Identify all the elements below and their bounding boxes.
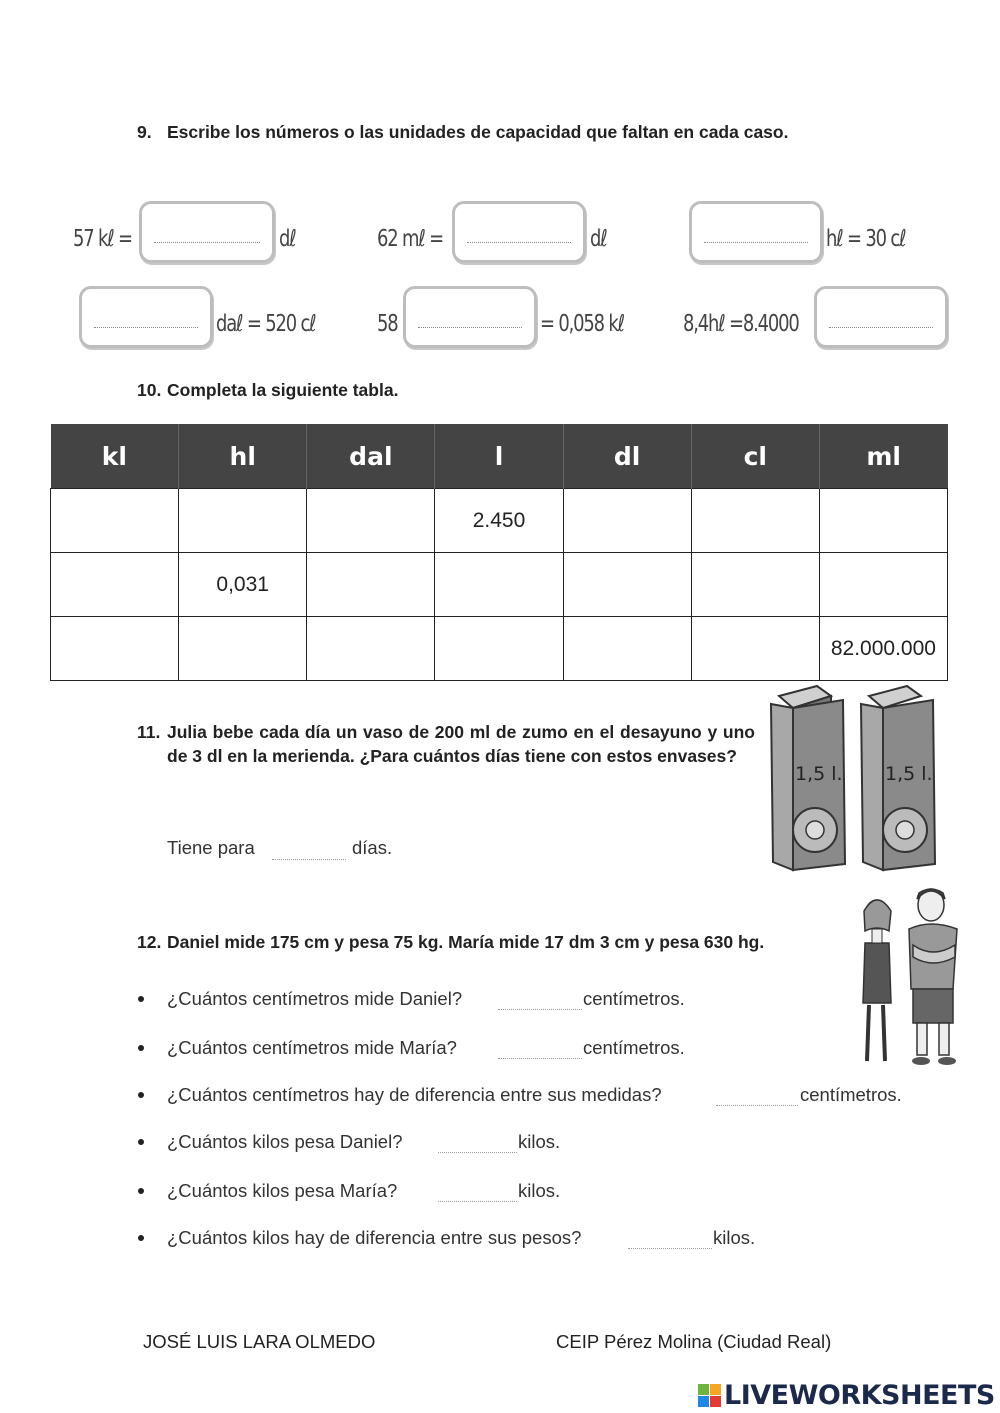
table-cell[interactable]: [435, 617, 563, 681]
q12-unit: centímetros.: [583, 1037, 685, 1058]
q9-r2c2-right: = 0,058 kℓ: [540, 311, 624, 337]
man-figure-icon: [909, 889, 957, 1065]
q10-title: Completa la siguiente tabla.: [167, 380, 399, 400]
table-cell[interactable]: [51, 489, 179, 553]
q11-answer-suffix: días.: [352, 837, 393, 858]
q12-answer-input[interactable]: [438, 1178, 517, 1202]
bullet-icon: [138, 1188, 144, 1194]
q9-r2c2-input[interactable]: [418, 303, 522, 328]
table-cell[interactable]: [435, 553, 563, 617]
q9-number: 9.: [137, 122, 152, 142]
table-cell[interactable]: [691, 489, 819, 553]
q9-r2c1-input[interactable]: [94, 303, 198, 328]
table-cell[interactable]: [819, 489, 947, 553]
q9-r2c3-answer-box[interactable]: [814, 286, 948, 348]
q12-question-text: ¿Cuántos centímetros mide Daniel?: [167, 988, 463, 1009]
q12-unit: kilos.: [518, 1131, 561, 1152]
table-cell[interactable]: [179, 617, 307, 681]
table-cell: 2.450: [435, 489, 563, 553]
units-header-row: [51, 424, 948, 489]
q12-unit: kilos.: [518, 1180, 561, 1201]
q12-question-text: ¿Cuántos centímetros mide María?: [167, 1037, 457, 1058]
q9-r1c1-left: 57 kℓ =: [73, 226, 132, 252]
liveworksheets-mark-icon: [698, 1384, 721, 1407]
carton-label: 1,5 l.: [885, 763, 933, 785]
q12-answer-input[interactable]: [498, 986, 582, 1010]
table-cell[interactable]: [819, 553, 947, 617]
table-cell: 82.000.000: [819, 617, 947, 681]
juice-carton-icon: [771, 686, 845, 870]
table-cell[interactable]: [563, 489, 691, 553]
q9-r1c2-right: dℓ: [590, 226, 607, 252]
bullet-icon: [138, 1235, 144, 1241]
q11-answer-input[interactable]: [272, 836, 346, 860]
q9-r1c1-input[interactable]: [154, 218, 260, 243]
q9-r1c3-right: hℓ = 30 cℓ: [826, 226, 906, 252]
q12-question-text: ¿Cuántos kilos pesa María?: [167, 1180, 398, 1201]
table-row: [51, 553, 948, 617]
table-cell[interactable]: [563, 617, 691, 681]
q12-title: Daniel mide 175 cm y pesa 75 kg. María mide 17 dm 3 cm y pesa 630 hg.: [167, 932, 765, 952]
q12-answer-input[interactable]: [498, 1035, 582, 1059]
q11-number: 11.: [137, 722, 161, 742]
units-table: [50, 424, 948, 681]
q9-r1c2-answer-box[interactable]: [452, 201, 586, 263]
table-cell[interactable]: [51, 553, 179, 617]
q10-heading: [137, 378, 857, 404]
q12-heading: [137, 930, 857, 956]
q9-r2c3-input[interactable]: [829, 303, 933, 328]
liveworksheets-wordmark: LIVEWORKSHEETS: [724, 1379, 995, 1411]
table-cell[interactable]: [179, 489, 307, 553]
q9-r1c3-input[interactable]: [704, 218, 808, 243]
q11-answer-prefix: Tiene para: [167, 837, 255, 858]
bullet-icon: [138, 996, 144, 1002]
q12-unit: centímetros.: [583, 988, 685, 1009]
footer-school: CEIP Pérez Molina (Ciudad Real): [556, 1331, 832, 1352]
bullet-icon: [138, 1045, 144, 1051]
q12-answer-input[interactable]: [716, 1082, 798, 1106]
table-cell[interactable]: [51, 617, 179, 681]
juice-cartons-illustration: [765, 682, 945, 874]
q12-question-text: ¿Cuántos kilos pesa Daniel?: [167, 1131, 403, 1152]
q11-title: Julia bebe cada día un vaso de 200 ml de zumo en el desayuno y uno de 3 dl en la merienda. ¿Para cuántos días tiene con estos envases?: [167, 722, 755, 766]
header-ml: ml: [819, 424, 947, 489]
q12-unit: kilos.: [713, 1227, 756, 1248]
q9-r2c3-left: 8,4hℓ =8.4000: [683, 311, 799, 337]
q9-r1c3-answer-box[interactable]: [689, 201, 823, 263]
q12-answer-input[interactable]: [628, 1225, 712, 1249]
q9-r2c2-answer-box[interactable]: [403, 286, 537, 348]
table-cell: 0,031: [179, 553, 307, 617]
q9-r1c1-right: dℓ: [279, 226, 296, 252]
q9-r2c2-left: 58: [377, 311, 398, 337]
table-cell[interactable]: [307, 553, 435, 617]
q12-unit: centímetros.: [800, 1084, 902, 1105]
q9-title: Escribe los números o las unidades de capacidad que faltan en cada caso.: [167, 122, 789, 142]
carton-label: 1,5 l.: [795, 763, 843, 785]
header-dal: dal: [307, 424, 435, 489]
q9-r2c1-right: daℓ = 520 cℓ: [216, 311, 316, 337]
header-kl: kl: [51, 424, 179, 489]
header-dl: dl: [563, 424, 691, 489]
bullet-icon: [138, 1139, 144, 1145]
table-cell[interactable]: [691, 617, 819, 681]
q12-question-text: ¿Cuántos kilos hay de diferencia entre sus pesos?: [167, 1227, 582, 1248]
header-cl: cl: [691, 424, 819, 489]
q12-answer-input[interactable]: [438, 1129, 517, 1153]
bullet-icon: [138, 1092, 144, 1098]
juice-carton-icon: [861, 686, 935, 870]
footer-author: JOSÉ LUIS LARA OLMEDO: [143, 1331, 376, 1352]
header-hl: hl: [179, 424, 307, 489]
q9-r2c1-answer-box[interactable]: [79, 286, 213, 348]
table-row: [51, 617, 948, 681]
table-cell[interactable]: [307, 617, 435, 681]
q9-r1c2-input[interactable]: [467, 218, 571, 243]
liveworksheets-logo[interactable]: [698, 1378, 995, 1412]
q9-r1c1-answer-box[interactable]: [139, 201, 275, 263]
table-cell[interactable]: [691, 553, 819, 617]
woman-figure-icon: [863, 900, 891, 1061]
q12-number: 12.: [137, 932, 162, 952]
table-cell[interactable]: [563, 553, 691, 617]
table-cell[interactable]: [307, 489, 435, 553]
q10-number: 10.: [137, 380, 162, 400]
q11-heading: [137, 720, 757, 796]
header-l: l: [435, 424, 563, 489]
q9-heading: [137, 120, 857, 170]
table-row: [51, 489, 948, 553]
q9-r1c2-left: 62 mℓ =: [377, 226, 443, 252]
people-illustration: [855, 885, 967, 1071]
q12-question-text: ¿Cuántos centímetros hay de diferencia entre sus medidas?: [167, 1084, 662, 1105]
